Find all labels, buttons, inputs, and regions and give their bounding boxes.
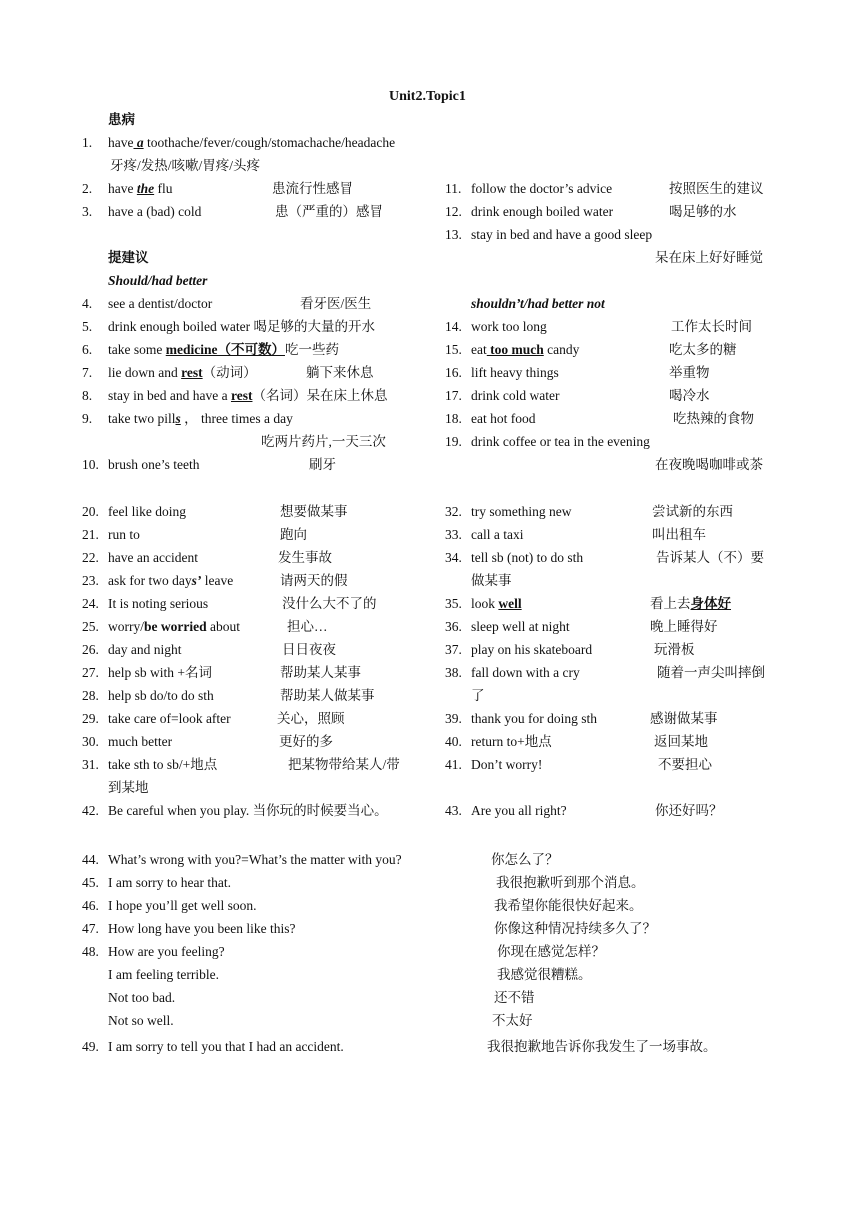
list-item-translation: 日日夜夜 [282, 642, 336, 657]
list-item: 48. How are you feeling? [82, 944, 225, 959]
list-item-translation: 想要做某事 [280, 504, 348, 519]
list-item-translation: 不太好 [492, 1013, 533, 1028]
list-item: 7. lie down and rest（动词） [82, 365, 257, 380]
list-item-translation: 我很抱歉听到那个消息。 [496, 875, 645, 890]
list-item-translation: 躺下来休息 [306, 365, 374, 380]
list-item: 25. worry/be worried about [82, 619, 240, 634]
list-item: 11. follow the doctor’s advice [445, 181, 613, 196]
section-illness-heading: 患病 [108, 112, 135, 127]
list-item-translation: 担心… [287, 619, 328, 634]
list-item: 44. What’s wrong with you?=What’s the matter with you? [82, 852, 402, 867]
list-item-translation: 我很抱歉地告诉你我发生了一场事故。 [487, 1039, 717, 1054]
list-item: 2. have the flu [82, 181, 173, 196]
list-item-translation: 刷牙 [309, 457, 336, 472]
list-item-translation: 你现在感觉怎样？ [497, 944, 605, 959]
list-item: 19. drink coffee or tea in the evening [445, 434, 650, 449]
list-item-translation: 玩滑板 [654, 642, 695, 657]
list-item: 5. drink enough boiled water 喝足够的大量的开水 [82, 319, 375, 334]
list-item: 31. take sth to sb/+地点 [82, 757, 218, 772]
list-item: 20. feel like doing [82, 504, 186, 519]
list-item: 23. ask for two days’ leave [82, 573, 234, 588]
list-item: 27. help sb with +名词 [82, 665, 212, 680]
list-item: 17. drink cold water [445, 388, 560, 403]
list-item-translation: 了 [471, 688, 485, 703]
list-item: 15. eat too much candy [445, 342, 580, 357]
list-item: 32. try something new [445, 504, 572, 519]
list-item-translation: 告诉某人（不）要 [656, 550, 764, 565]
list-item-translation: 返回某地 [654, 734, 708, 749]
list-item: 4. see a dentist/doctor [82, 296, 213, 311]
list-item-translation: 我希望你能很快好起来。 [494, 898, 643, 913]
section-advice-heading: 提建议 [108, 250, 149, 265]
list-item: 47. How long have you been like this? [82, 921, 296, 936]
list-item: 8. stay in bed and have a rest（名词）呆在床上休息 [82, 388, 388, 403]
list-item: 9. take two pills ， three times a day [82, 411, 293, 426]
list-item-translation: 按照医生的建议 [669, 181, 764, 196]
list-item: 29. take care of=look after [82, 711, 231, 726]
list-item: 33. call a taxi [445, 527, 524, 542]
list-item-translation: 叫出租车 [652, 527, 706, 542]
list-item: 42. Be careful when you play. 当你玩的时候要当心。 [82, 803, 388, 818]
list-item-translation: 做某事 [471, 573, 512, 588]
list-item-translation: 到某地 [108, 780, 149, 795]
list-item: 21. run to [82, 527, 140, 542]
list-item-translation: 请两天的假 [280, 573, 348, 588]
list-item-translation: 跑向 [280, 527, 307, 542]
list-item: 41. Don’t worry! [445, 757, 543, 772]
list-item-translation: 你怎么了？ [491, 852, 559, 867]
list-item: 12. drink enough boiled water [445, 204, 614, 219]
shouldnt-subheading: shouldn’t/had better not [471, 296, 605, 311]
list-item: 46. I hope you’ll get well soon. [82, 898, 257, 913]
list-item-translation: 吃太多的糖 [669, 342, 737, 357]
list-item-translation: 在夜晚喝咖啡或茶 [655, 457, 763, 472]
list-item: 1. have a toothache/fever/cough/stomachache/headache [82, 135, 396, 150]
list-item: 28. help sb do/to do sth [82, 688, 214, 703]
list-item: 26. day and night [82, 642, 182, 657]
list-item-translation: 你还好吗？ [655, 803, 723, 818]
list-item-translation: 喝冷水 [669, 388, 710, 403]
list-item: 35. look well [445, 596, 522, 611]
list-item-translation: 不要担心 [658, 757, 712, 772]
list-item: 6. take some medicine（不可数）吃一些药 [82, 342, 339, 357]
list-item: I am feeling terrible. [108, 967, 219, 982]
list-item-translation: 你像这种情况持续多久了？ [494, 921, 656, 936]
list-item: 13. stay in bed and have a good sleep [445, 227, 653, 242]
list-item-translation: 看上去身体好 [650, 596, 731, 611]
list-item: 3. have a (bad) cold [82, 204, 202, 219]
list-item-translation: 吃热辣的食物 [673, 411, 754, 426]
list-item: 22. have an accident [82, 550, 198, 565]
list-item-translation: 没什么大不了的 [282, 596, 377, 611]
list-item-translation: 患（严重的）感冒 [275, 204, 383, 219]
list-item: 43. Are you all right? [445, 803, 567, 818]
list-item-translation: 牙疼/发热/咳嗽/胃疼/头疼 [110, 158, 261, 173]
list-item-translation: 把某物带给某人/带 [288, 757, 400, 772]
list-item: Not so well. [108, 1013, 174, 1028]
list-item-translation: 尝试新的东西 [652, 504, 733, 519]
list-item-translation: 感谢做某事 [650, 711, 718, 726]
list-item-translation: 呆在床上好好睡觉 [655, 250, 763, 265]
list-item: 14. work too long [445, 319, 547, 334]
list-item: 16. lift heavy things [445, 365, 559, 380]
list-item-translation: 我感觉很糟糕。 [497, 967, 592, 982]
list-item-translation: 随着一声尖叫摔倒 [657, 665, 765, 680]
list-item: 45. I am sorry to hear that. [82, 875, 231, 890]
list-item-translation: 喝足够的水 [669, 204, 737, 219]
list-item: 49. I am sorry to tell you that I had an accident. [82, 1039, 344, 1054]
list-item-translation: 患流行性感冒 [272, 181, 353, 196]
list-item-translation: 吃两片药片,一天三次 [261, 434, 386, 449]
list-item-translation: 发生事故 [278, 550, 332, 565]
list-item: 40. return to+地点 [445, 734, 552, 749]
list-item-translation: 帮助某人某事 [280, 665, 361, 680]
should-subheading: Should/had better [108, 273, 208, 288]
list-item: 10. brush one’s teeth [82, 457, 200, 472]
list-item-translation: 帮助某人做某事 [280, 688, 375, 703]
list-item: 24. It is noting serious [82, 596, 209, 611]
list-item: Not too bad. [108, 990, 176, 1005]
list-item-translation: 晚上睡得好 [650, 619, 718, 634]
list-item-translation: 关心，照顾 [277, 711, 345, 726]
list-item-translation: 举重物 [669, 365, 710, 380]
list-item-translation: 更好的多 [279, 734, 333, 749]
list-item-translation: 还不错 [494, 990, 535, 1005]
list-item: 39. thank you for doing sth [445, 711, 597, 726]
page-title: Unit2.Topic1 [389, 89, 466, 104]
list-item-translation: 看牙医/医生 [300, 296, 372, 311]
list-item: 38. fall down with a cry [445, 665, 580, 680]
list-item: 34. tell sb (not) to do sth [445, 550, 584, 565]
list-item-translation: 工作太长时间 [671, 319, 752, 334]
list-item: 18. eat hot food [445, 411, 536, 426]
list-item: 37. play on his skateboard [445, 642, 593, 657]
list-item: 36. sleep well at night [445, 619, 570, 634]
list-item: 30. much better [82, 734, 173, 749]
